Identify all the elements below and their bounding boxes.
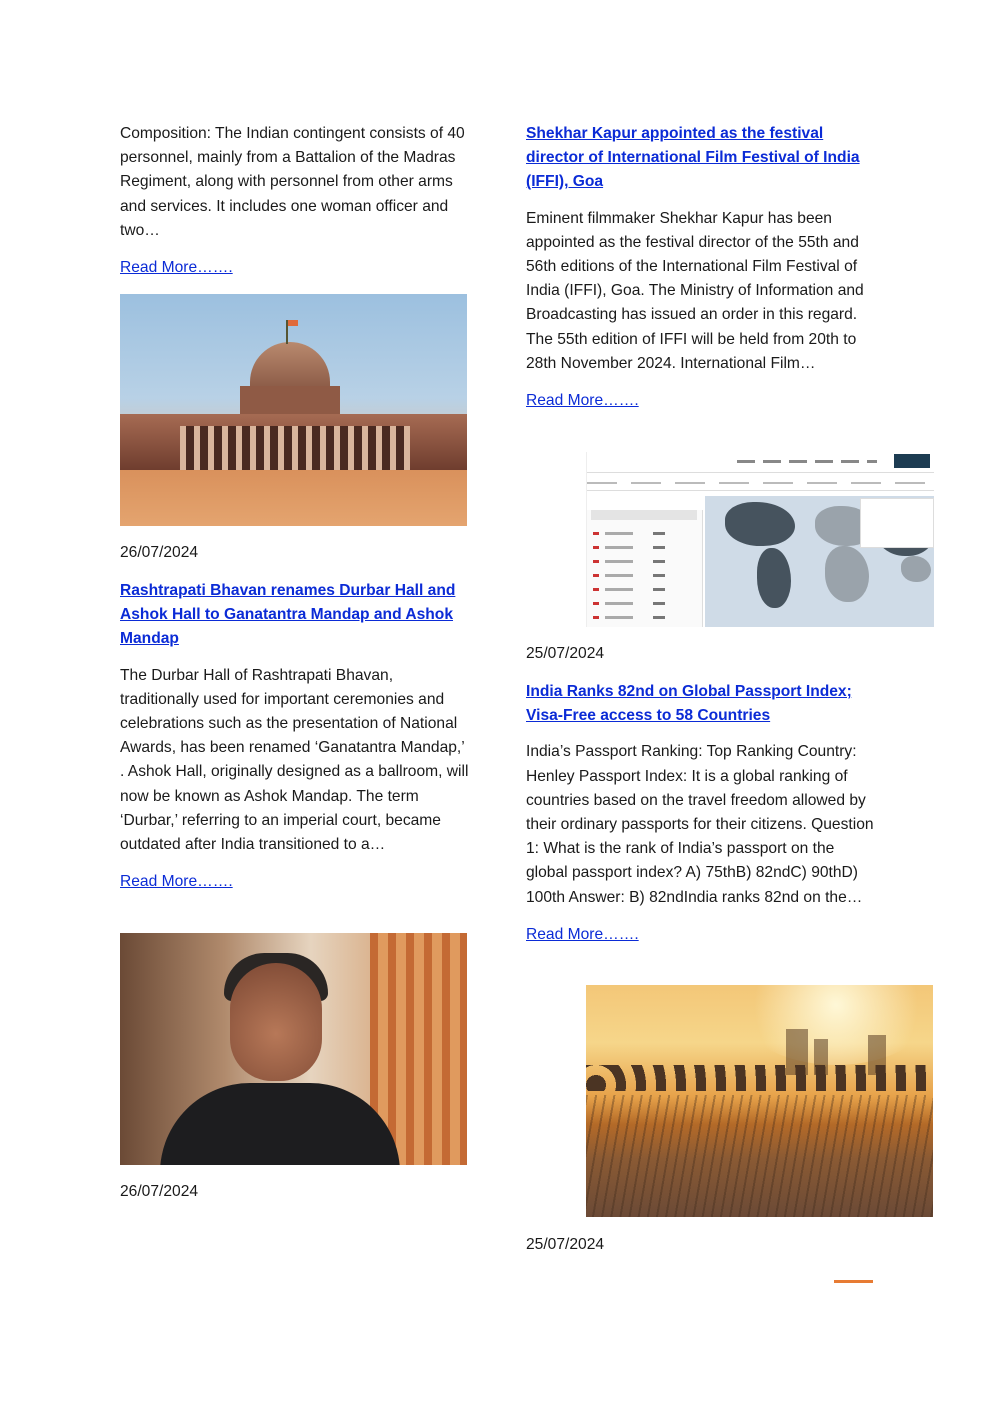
article-title-link[interactable]: India Ranks 82nd on Global Passport Index; Visa-Free access to 58 Countries [526,683,852,725]
rashtrapati-bhavan-image [120,294,467,526]
article-body: The Durbar Hall of Rashtrapati Bhavan, traditionally used for important ceremonies and celebrations such as the presentation of National Awards, has been renamed ‘Ganatantra Mandap,’ . Ashok Hall, originally designed as a ballroom, will now be known as Ashok Mandap. The term ‘Durbar,’ referring to an imperial court, became outdated after India transitioned to a… [120,666,469,854]
article-body: India’s Passport Ranking: Top Ranking Country: Henley Passport Index: It is a global ranking of countries based on the travel freedom allowed by their ordinary passports for their citizens. Question 1: What is the rank of India’s passport on the global passport index? A) 75thB) 82ndC) 90thD) 100th Answer: B) 82ndIndia ranks 82nd on the… [526,743,874,906]
read-more-link[interactable]: Read More……. [526,925,639,943]
article-shekhar-kapur [526,122,876,412]
city-sunset-image [586,985,933,1217]
article-date: 26/07/2024 [120,1183,199,1200]
read-more-link[interactable]: Read More……. [120,259,233,277]
intro-text: Composition: The Indian contingent consists of 40 personnel, mainly from a Battalion of the Madras Regiment, along with personnel from other arms and services. It includes one woman officer and two… [120,125,465,239]
passport-index-map-image [586,452,934,627]
article-date: 25/07/2024 [526,1236,605,1253]
article-date: 26/07/2024 [120,544,199,561]
read-more-link[interactable]: Read More……. [526,392,639,410]
article-title-link[interactable]: Shekhar Kapur appointed as the festival director of International Film Festival of India (IFFI), Goa [526,125,860,191]
article-body: Eminent filmmaker Shekhar Kapur has been appointed as the festival director of the 55th and 56th editions of the International Film Festival of India (IFFI), Goa. The Ministry of Information and Broadcasting has issued an order in this regard. The 55th edition of IFFI will be held from 20th to 28th November 2024. International Film… [526,209,864,372]
shekhar-kapur-image [120,933,467,1165]
article-title-link[interactable]: Rashtrapati Bhavan renames Durbar Hall and Ashok Hall to Ganatantra Mandap and Ashok Mandap [120,582,456,648]
article-rashtrapati-bhavan [120,579,470,893]
article-passport-index [526,680,876,946]
article-date: 25/07/2024 [526,645,605,662]
read-more-link[interactable]: Read More……. [120,873,233,891]
left-column [120,122,470,279]
page-accent-line [834,1280,873,1283]
